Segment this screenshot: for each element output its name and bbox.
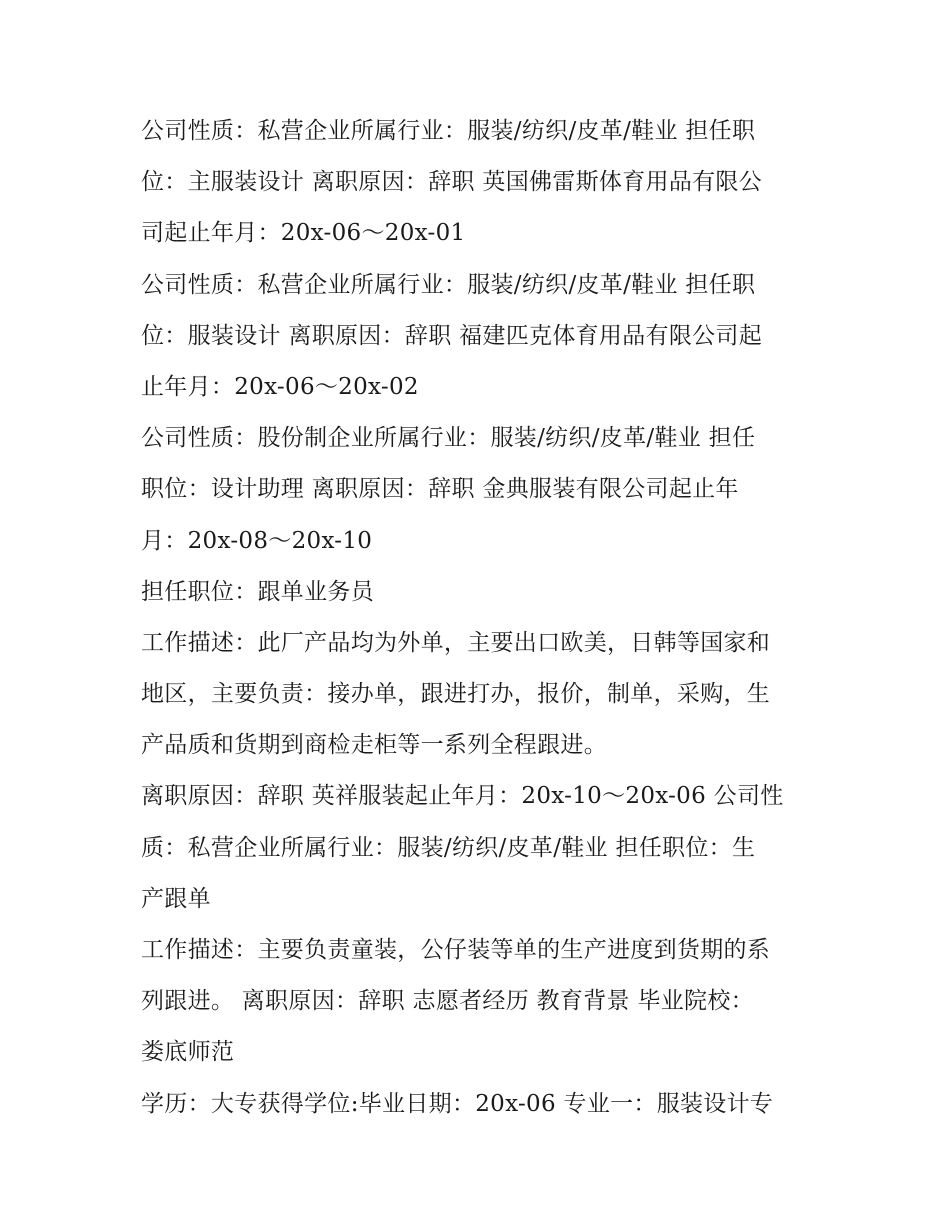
text-line: 位：主服装设计 离职原因：辞职 英国佛雷斯体育用品有限公 [141,169,763,196]
text-line: 列跟进。 离职原因：辞职 志愿者经历 教育背景 毕业院校： [141,988,754,1015]
text-line: 质：私营企业所属行业：服装/纺织/皮革/鞋业 担任职位：生 [141,834,756,861]
text-line: 止年月：20x-06～20x-02 [141,373,419,400]
text-line: 公司性质：私营企业所属行业：服装/纺织/皮革/鞋业 担任职 [141,271,756,298]
text-line: 产跟单 [141,885,211,912]
text-line: 工作描述：此厂产品均为外单，主要出口欧美，日韩等国家和 [141,629,771,656]
text-line: 担任职位：跟单业务员 [141,578,374,605]
document-body [141,109,821,1133]
text-line: 娄底师范 [141,1039,235,1066]
text-line: 公司性质：私营企业所属行业：服装/纺织/皮革/鞋业 担任职 [141,118,756,144]
text-line: 位：服装设计 离职原因：辞职 福建匹克体育用品有限公司起 [141,322,763,349]
text-line: 地区，主要负责：接办单，跟进打办，报价，制单，采购，生 [141,681,771,708]
text-line: 离职原因：辞职 英祥服装起止年月：20x-10～20x-06 公司性 [141,783,784,810]
text-line: 工作描述：主要负责童装，公仔装等单的生产进度到货期的系 [141,937,771,963]
text-line: 司起止年月：20x-06～20x-01 [141,220,466,247]
text-line: 月：20x-08～20x-10 [141,527,373,554]
text-line: 产品质和货期到商检走柜等一系列全程跟进。 [141,732,607,759]
text-line: 公司性质：股份制企业所属行业：服装/纺织/皮革/鞋业 担任 [141,425,756,452]
text-line: 职位：设计助理 离职原因：辞职 金典服装有限公司起止年 [141,476,739,503]
text-line: 学历：大专获得学位:毕业日期：20x-06 专业一：服装设计专 [141,1090,774,1117]
